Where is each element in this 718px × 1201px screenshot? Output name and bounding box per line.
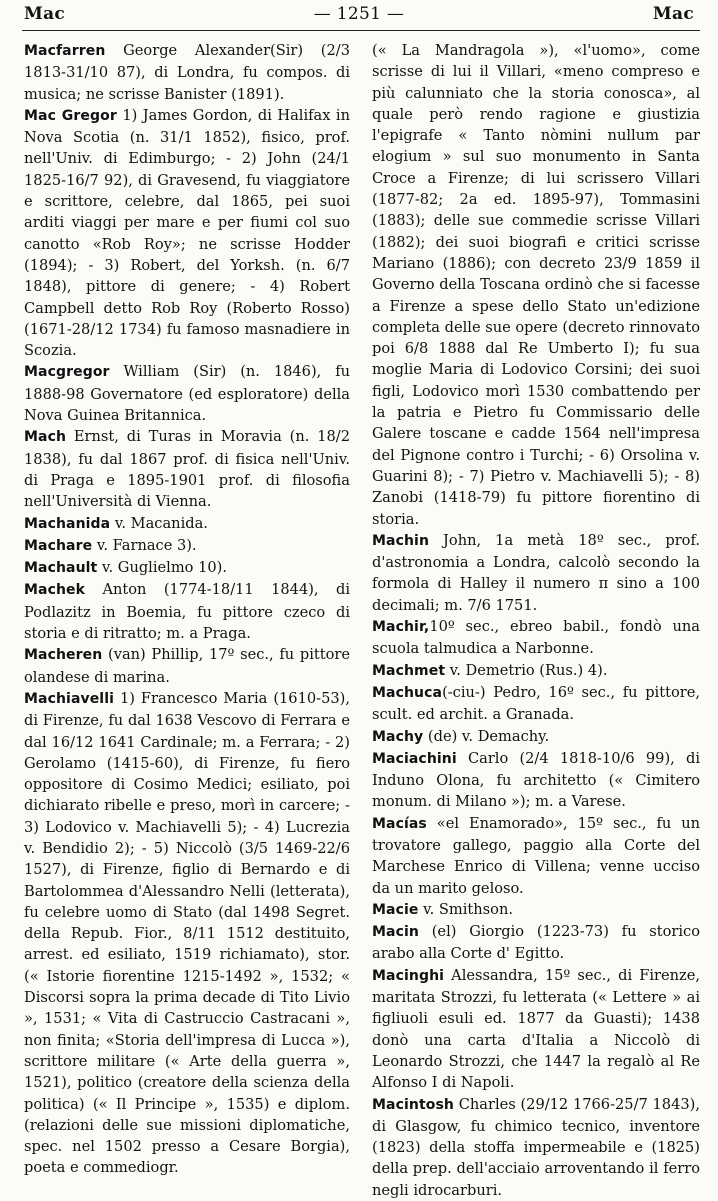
dictionary-entry bbox=[372, 1094, 700, 1201]
entry-headword: Machare bbox=[24, 537, 93, 554]
entry-headword: Mach bbox=[24, 429, 67, 446]
entry-text: Anton (1774-18/11 1844), di Podlazitz in Boemia, fu pittore czeco di storia e di ritratto; m. a Praga. bbox=[24, 581, 350, 643]
dictionary-entry bbox=[372, 965, 700, 1094]
entry-headword: Machanida bbox=[24, 515, 111, 532]
entry-text: Alessandra, 15º sec., di Firenze, maritata Strozzi, fu letterata (« Lettere » ai figliuoli esuli ed. 1877 da Guasti); 1438 donò una carta d'Italia a Niccolò di Leonardo Strozzi, che 1447 la regalò al Re Alfonso I di Napoli. bbox=[372, 966, 700, 1092]
entry-text: Carlo (2/4 1818-10/6 99), di Induno Olona, fu architetto (« Cimitero monum. di Milano »); m. a Varese. bbox=[372, 749, 700, 811]
page-number: — 1251 — bbox=[313, 4, 405, 24]
dictionary-entry bbox=[372, 748, 700, 813]
entry-text: (el) Giorgio (1223-73) fu storico arabo alla Corte d' Egitto. bbox=[372, 923, 700, 963]
entry-headword: Machek bbox=[24, 582, 86, 599]
dictionary-entry bbox=[372, 682, 700, 726]
entry-headword: Macinghi bbox=[372, 967, 445, 984]
entry-text: Ernst, di Turas in Moravia (n. 18/2 1838), fu dal 1867 prof. di fisica nell'Univ. di Praga e 1895-1901 prof. di filosofia nell'Università di Vienna. bbox=[24, 428, 350, 511]
entry-headword: Macfarren bbox=[24, 43, 106, 59]
entry-text: v. Smithson. bbox=[418, 900, 513, 918]
entry-text: 1) Francesco Maria (1610-53), di Firenze, fu dal 1638 Vescovo di Ferrara e dal 16/12 1641 Cardinale; m. a Ferrara; - 2) Gerolamo (1415-60), di Firenze, fu fiero oppositore di Cosimo Medici; esiliato, poi dichiarato ribelle e preso, morì in carcere; - 3) Lodovico v. Machiavelli 5); - 4) Lucrezia v. Bendidio 2); - 5) Niccolò (3/5 1469-22/6 1527), di Firenze, figlio di Bernardo e di Bartolommea d'Alessandro Nelli (letterata), fu celebre uomo di Stato (dal 1498 Segret. della Repub. Fior., 8/11 1512 destituito, arrest. ed esiliato, 1519 richiamato), stor. (« Istorie fiorentine 1215-1492 », 1532; « Discorsi sopra la prima decade di Tito Livio », 1531; « Vita di Castruccio Castracani », non finita; «Storia dell'impresa di Lucca »), scrittore militare (« Arte della guerra », 1521), politico (creatore della scienza della politica) (« Il Principe », 1535) e diplom. (relazioni delle sue missioni diplomatiche, spec. nel 1502 presso a Cesare Borgia), poeta e commediogr. bbox=[24, 689, 350, 1177]
entry-text: 1) James Gordon, di Halifax in Nova Scotia (n. 31/1 1852), fisico, prof. nell'Univ. di Edimburgo; - 2) John (24/1 1825-16/7 92), di Gravesend, fu viaggiatore e scrittore, celebre, dal 1865, pei suoi arditi viaggi per mare e per fiumi col suo canotto «Rob Roy»; ne scrisse Hodder (1894); - 3) Robert, del Yorksh. (n. 6/7 1848), pittore di genere; - 4) Robert Campbell detto Rob Roy (Roberto Rosso) (1671-28/12 1734) fu famoso masnadiere in Scozia. bbox=[24, 106, 350, 360]
entry-headword: Macin bbox=[372, 924, 419, 941]
dictionary-entry bbox=[24, 579, 350, 644]
entry-text: v. Farnace 3). bbox=[92, 536, 197, 554]
dictionary-entry bbox=[372, 921, 700, 965]
dictionary-entry bbox=[24, 644, 350, 688]
running-head-left: Mac bbox=[24, 4, 66, 24]
entry-text: (« La Mandragola »), «l'uomo», come scrisse di lui il Villari, «meno compreso e più calunniato che la storia conosca», al quale però rendo ragione e giustizia l'epigrafe « Tanto nòmini nullum par elogium » sul suo monumento in Santa Croce a Firenze; di lui scrissero Villari (1877-82; 2a ed. 1895-97), Tommasini (1883); delle sue commedie scrisse Villari (1882); dei suoi biografi e critici scrisse Mariano (1886); con decreto 23/9 1859 il Governo della Toscana ordinò che si facesse a Firenze a spese dello Stato un'edizione completa delle sue opere (decreto rinnovato poi 6/8 1888 dal Re Umberto I); fu sua moglie Maria di Lodovico Corsini; dei suoi figli, Lodovico morì 1530 combattendo per la patria e Pietro fu Commissario delle Galere toscane e cadde 1564 nell'impresa del Pignone contro i Turchi; - 6) Orsolina v. Guarini 8); - 7) Pietro v. Machiavelli 5); - 8) Zanobi (1418-79) fu pittore fiorentino di storia. bbox=[372, 42, 700, 528]
entry-text: John, 1a metà 18º sec., prof. d'astronomia a Londra, calcolò secondo la formola di Halley il numero π sino a 100 decimali; m. 7/6 1751. bbox=[372, 531, 700, 614]
entry-headword: Machin bbox=[372, 532, 430, 549]
dictionary-entry bbox=[372, 40, 700, 530]
dictionary-entry bbox=[372, 660, 700, 682]
entry-headword: Macías bbox=[372, 815, 427, 832]
dictionary-entry bbox=[24, 535, 350, 557]
dictionary-entry bbox=[24, 426, 350, 512]
dictionary-entry bbox=[24, 557, 350, 579]
entry-headword: Machmet bbox=[372, 662, 446, 679]
entry-text: William (Sir) (n. 1846), fu 1888-98 Governatore (ed esploratore) della Nova Guinea Britannica. bbox=[24, 363, 350, 425]
entry-text: (-ciu-) Pedro, 16º sec., fu pittore, scult. ed archit. a Granada. bbox=[372, 683, 700, 724]
dictionary-entry bbox=[372, 813, 700, 899]
left-column bbox=[24, 40, 350, 1177]
entry-text: 10º sec., ebreo babil., fondò una scuola talmudica a Narbonne. bbox=[372, 618, 700, 658]
dictionary-entry bbox=[24, 105, 350, 362]
entry-headword: Machuca bbox=[372, 684, 443, 701]
page-header bbox=[0, 0, 718, 30]
header-rule bbox=[22, 30, 700, 31]
dictionary-entry bbox=[372, 616, 700, 660]
dictionary-entry bbox=[24, 513, 350, 535]
entry-headword: Machiavelli bbox=[24, 690, 115, 707]
dictionary-entry bbox=[24, 40, 350, 105]
entry-text: «el Enamorado», 15º sec., fu un trovatore gallego, paggio alla Corte del Marchese Enrico di Villena; venne ucciso da un marito geloso. bbox=[372, 814, 700, 897]
entry-text: Charles (29/12 1766-25/7 1843), di Glasgow, fu chimico tecnico, inventore (1823) della stoffa impermeabile e (1825) della prep. dell'acciaio arroventando il ferro negli idrocarburi. bbox=[372, 1095, 700, 1199]
dictionary-entry bbox=[24, 688, 350, 1179]
dictionary-entry bbox=[372, 726, 700, 748]
entry-text: v. Guglielmo 10). bbox=[97, 559, 227, 577]
entry-headword: Mac Gregor bbox=[24, 107, 117, 124]
running-head-right: Mac bbox=[652, 4, 694, 24]
entry-text: v. Demetrio (Rus.) 4). bbox=[445, 661, 608, 679]
dictionary-entry bbox=[372, 530, 700, 616]
right-column bbox=[372, 40, 700, 1199]
entry-headword: Macgregor bbox=[24, 364, 110, 381]
entry-headword: Machy bbox=[372, 728, 424, 745]
entry-headword: Machir, bbox=[372, 619, 430, 636]
dictionary-entry bbox=[24, 361, 350, 426]
entry-headword: Macie bbox=[372, 901, 419, 918]
entry-text: (van) Phillip, 17º sec., fu pittore olandese di marina. bbox=[24, 646, 350, 686]
entry-headword: Macheren bbox=[24, 647, 103, 664]
entry-headword: Macintosh bbox=[372, 1096, 454, 1113]
entry-text: George Alexander(Sir) (2/3 1813-31/10 87), di Londra, fu compos. di musica; ne scrisse Banister (1891). bbox=[24, 42, 350, 103]
entry-text: v. Macanida. bbox=[110, 514, 208, 532]
entry-headword: Maciachini bbox=[372, 750, 457, 767]
dictionary-entry bbox=[372, 899, 700, 921]
entry-headword: Machault bbox=[24, 560, 98, 577]
entry-text: (de) v. Demachy. bbox=[423, 727, 550, 745]
